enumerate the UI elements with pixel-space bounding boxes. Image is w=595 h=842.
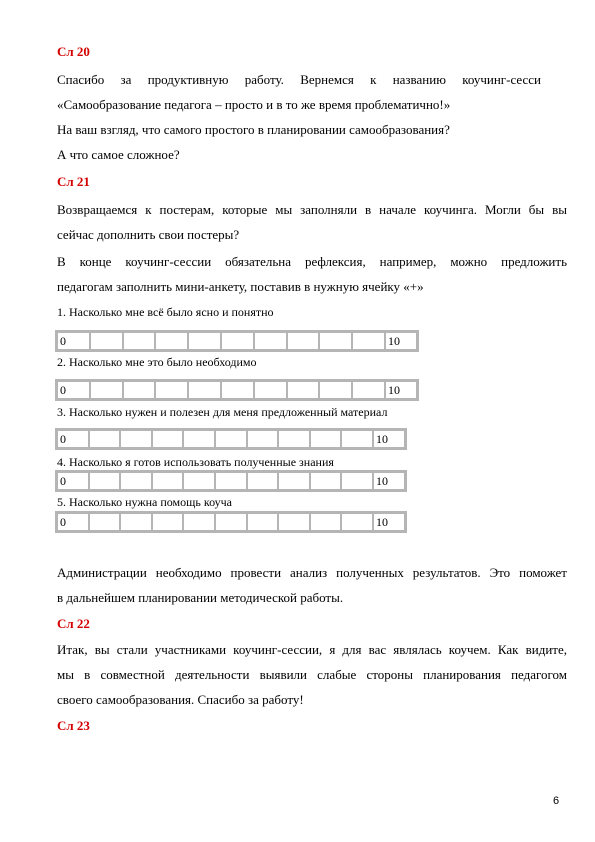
survey-question-3: 3. Насколько нужен и полезен для меня предложенный материал [57, 405, 388, 419]
rating-cell[interactable] [153, 514, 185, 530]
scale-min-label: 0 [58, 382, 91, 398]
rating-scale-1 [55, 330, 419, 352]
rating-cell[interactable] [320, 333, 353, 349]
rating-cell[interactable] [153, 431, 185, 447]
rating-cell[interactable] [216, 431, 248, 447]
rating-cell[interactable] [216, 473, 248, 489]
rating-cell[interactable] [222, 382, 255, 398]
rating-cell[interactable] [184, 473, 216, 489]
scale-min-label: 0 [58, 473, 90, 489]
s20-question-simple: На ваш взгляд, что самого простого в планировании самообразования? [57, 122, 450, 137]
rating-cell[interactable] [311, 473, 343, 489]
slide-20-heading: Сл 20 [57, 44, 90, 59]
rating-cell[interactable] [279, 473, 311, 489]
rating-cell[interactable] [320, 382, 353, 398]
survey-question-4: 4. Насколько я готов использовать полученные знания [57, 455, 334, 469]
rating-scale-3 [55, 428, 407, 450]
scale-max-label: 10 [387, 334, 400, 348]
scale-max-label: 10 [387, 383, 400, 397]
rating-cell[interactable] [353, 333, 386, 349]
scale-min-label: 0 [58, 514, 90, 530]
s20-paragraph-line-1: Спасибо за продуктивную работу. Вернемся к названию коучинг-сесси [57, 72, 541, 87]
rating-cell[interactable] [248, 431, 280, 447]
scale-max-label: 10 [375, 515, 388, 529]
s21-paragraph-1-line-2: сейчас дополнить свои постеры? [57, 227, 240, 242]
s22-paragraph-line-1: Итак, вы стали участниками коучинг-сессии, я для вас являлась коучем. Как видите, [57, 642, 567, 657]
rating-cell[interactable] [248, 473, 280, 489]
rating-cell[interactable] [90, 514, 122, 530]
s20-question-hard: А что самое сложное? [57, 147, 180, 162]
rating-cell[interactable] [121, 431, 153, 447]
rating-cell[interactable] [153, 473, 185, 489]
rating-cell[interactable] [311, 514, 343, 530]
analysis-paragraph-line-2: в дальнейшем планировании методической работы. [57, 590, 344, 605]
rating-cell[interactable] [156, 333, 189, 349]
s21-paragraph-2-line-1: В конце коучинг-сессии обязательна рефлексия, например, можно предложить [57, 254, 567, 269]
slide-21-heading: Сл 21 [57, 174, 90, 189]
rating-cell[interactable] [255, 333, 288, 349]
rating-cell[interactable] [288, 382, 321, 398]
analysis-paragraph-line-1: Администрации необходимо провести анализ полученных результатов. Это поможет [57, 565, 567, 580]
survey-question-5: 5. Насколько нужна помощь коуча [57, 495, 232, 509]
rating-cell[interactable] [124, 382, 157, 398]
scale-max-label: 10 [375, 474, 388, 488]
rating-scale-2 [55, 379, 419, 401]
rating-cell[interactable] [121, 514, 153, 530]
rating-cell[interactable] [288, 333, 321, 349]
scale-min-label: 0 [58, 333, 91, 349]
scale-min-label: 0 [58, 431, 90, 447]
rating-cell[interactable] [216, 514, 248, 530]
rating-cell[interactable] [156, 382, 189, 398]
s22-paragraph-line-3: своего самообразования. Спасибо за работу! [57, 692, 304, 707]
rating-cell[interactable] [311, 431, 343, 447]
scale-max-label: 10 [375, 432, 388, 446]
survey-question-1: 1. Насколько мне всё было ясно и понятно [57, 305, 274, 319]
page-number: 6 [553, 795, 560, 807]
rating-cell[interactable] [279, 431, 311, 447]
slide-23-heading: Сл 23 [57, 718, 90, 733]
rating-cell[interactable] [184, 431, 216, 447]
rating-scale-4 [55, 470, 407, 492]
s20-paragraph-line-2: «Самообразование педагога – просто и в то же время проблематично!» [57, 97, 451, 112]
slide-22-heading: Сл 22 [57, 616, 90, 631]
rating-cell[interactable] [121, 473, 153, 489]
rating-cell[interactable] [342, 473, 374, 489]
rating-cell[interactable] [255, 382, 288, 398]
s21-paragraph-1-line-1: Возвращаемся к постерам, которые мы заполняли в начале коучинга. Могли бы вы [57, 202, 567, 217]
survey-question-2: 2. Насколько мне это было необходимо [57, 355, 257, 369]
rating-cell[interactable] [222, 333, 255, 349]
rating-cell[interactable] [342, 431, 374, 447]
rating-cell[interactable] [91, 382, 124, 398]
rating-cell[interactable] [189, 382, 222, 398]
rating-cell[interactable] [189, 333, 222, 349]
rating-cell[interactable] [90, 431, 122, 447]
rating-cell[interactable] [279, 514, 311, 530]
rating-cell[interactable] [248, 514, 280, 530]
rating-scale-5 [55, 511, 407, 533]
rating-cell[interactable] [342, 514, 374, 530]
rating-cell[interactable] [124, 333, 157, 349]
rating-cell[interactable] [353, 382, 386, 398]
s21-paragraph-2-line-2: педагогам заполнить мини-анкету, поставив в нужную ячейку «+» [57, 279, 424, 294]
rating-cell[interactable] [184, 514, 216, 530]
rating-cell[interactable] [91, 333, 124, 349]
rating-cell[interactable] [90, 473, 122, 489]
s22-paragraph-line-2: мы в совместной деятельности выявили слабые стороны планирования педагогом [57, 667, 567, 682]
